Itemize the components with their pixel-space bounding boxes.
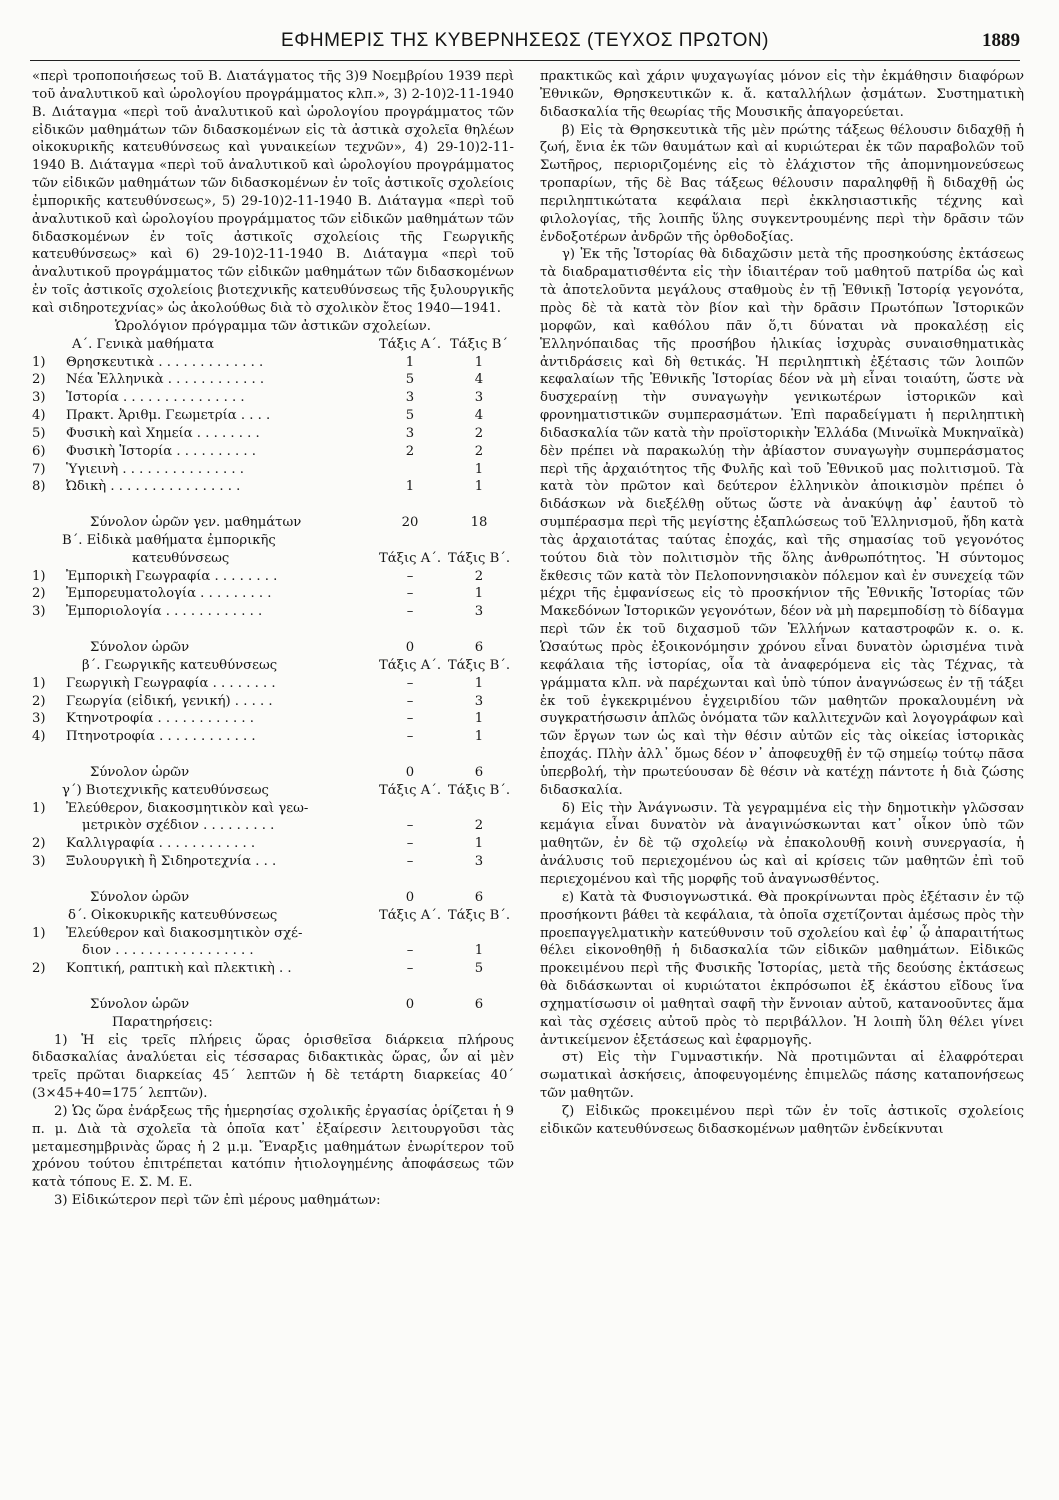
hours-a: – — [406, 729, 414, 745]
table-row — [32, 568, 514, 586]
paragraph-music: πρακτικῶς καὶ χάριν ψυχαγωγίας μόνον εἰς τὴν ἐκμάθησιν διαφόρων Ἐθνικῶν, Θρησκευτικῶν κ. ἄ. καταλλήλων ᾀσμάτων. Συστηματικὴ διδασκαλία τῆς θεωρίας τῆς Μουσικῆς ἀπαγορεύεται. — [540, 69, 1024, 120]
section-b-total — [32, 639, 514, 657]
subject-name: Φυσικὴ Ἱστορία . . . . . . . . . . — [66, 443, 256, 459]
remarks-title: Παρατηρήσεις: — [112, 1014, 213, 1030]
row-number: 2) — [32, 586, 46, 602]
timetable-title: Ὡρολόγιον πρόγραμμα τῶν ἀστικῶν σχολείων. — [115, 318, 431, 334]
right-column — [540, 68, 1024, 1139]
hours-a: – — [406, 675, 414, 691]
page-header — [30, 30, 1020, 61]
table-row — [32, 461, 514, 479]
column-b-label: Τάξις Β΄. — [447, 907, 511, 923]
row-number: 6) — [32, 443, 46, 459]
hours-b: 1 — [474, 943, 484, 959]
hours-b: 1 — [474, 675, 484, 691]
table-row — [32, 371, 514, 389]
section-a-rows — [32, 354, 514, 497]
table-row — [32, 800, 514, 818]
paragraph-religion: β) Εἰς τὰ Θρησκευτικὰ τῆς μὲν πρώτης τάξεως θέλουσιν διδαχθῇ ἡ ζωή, ἔνια ἐκ τῶν θαυμάτων καὶ αἱ κυριώτεραι ἐκ τῶν παραβολῶν τοῦ Σωτῆρος, περιοριζομένης εἰς τὸ ἐλάχιστον τῆς ἀπομνημονεύσεως τροπαρίων, τῆς δὲ Βας τάξεως θέλουσιν παραληφθῇ ἢ διδαχθῇ ὡς περιληπτικώτατα κεφάλαια περὶ ἐκκλησιαστικῆς τέχνης καὶ φιλολογίας, τῆς λοιπῆς ὕλης συγκεντρουμένης περὶ τὴν δρᾶσιν τῶν ἐνδοξοτέρων ἀνδρῶν τῆς ὀρθοδοξίας. — [540, 122, 1024, 245]
total-label: Σύνολον ὡρῶν — [90, 996, 190, 1012]
total-a: 0 — [405, 889, 415, 905]
column-b-label: Τάξις Β΄ — [450, 336, 508, 352]
section-v-title: γ΄) Βιοτεχνικῆς κατευθύνσεως — [62, 782, 269, 798]
column-b-label: Τάξις Β΄. — [447, 550, 511, 566]
row-number: 8) — [32, 479, 46, 495]
table-row — [32, 728, 514, 746]
paragraph-special-subjects: ζ) Εἰδικῶς προκειμένου περὶ τῶν ἐν τοῖς ἀστικοῖς σχολείοις εἰδικῶν κατευθύνσεως διδασκομένων μαθητῶν ἐνδείκνυται — [540, 1103, 1024, 1137]
hours-a: 5 — [405, 408, 415, 424]
subject-name: Ἐμποριολογία . . . . . . . . . . . . — [66, 604, 263, 620]
section-d-total — [32, 996, 514, 1014]
section-d-header — [32, 907, 514, 925]
hours-a: – — [406, 836, 414, 852]
hours-b: 5 — [474, 961, 484, 977]
subject-name: Ὑγιεινὴ . . . . . . . . . . . . . . . — [66, 461, 244, 477]
left-column — [32, 68, 514, 1210]
section-a-header — [32, 336, 514, 354]
hours-b: 1 — [474, 354, 484, 370]
section-a-total — [32, 514, 514, 532]
hours-b: 2 — [474, 425, 484, 441]
paragraph-gymnastics: στ) Εἰς τὴν Γυμναστικήν. Νὰ προτιμῶνται αἱ ἐλαφρότεραι σωματικαὶ ἀσκήσεις, ἀποφευγομένης ἐπιμελῶς πάσης καταπονήσεως τῶν μαθητῶν. — [540, 1050, 1024, 1102]
column-a-label: Τάξις Α΄. — [378, 657, 442, 673]
hours-a: – — [406, 568, 414, 584]
table-row — [32, 693, 514, 711]
section-g-header — [32, 657, 514, 675]
total-a: 0 — [405, 640, 415, 655]
section-v-rows — [32, 835, 514, 871]
hours-a: 2 — [405, 443, 415, 459]
subject-name: Ξυλουργικὴ ἢ Σιδηροτεχνία . . . — [66, 854, 277, 870]
hours-a: – — [406, 711, 414, 727]
hours-b: 3 — [474, 693, 484, 709]
hours-b: 3 — [474, 390, 484, 406]
subject-name: Κτηνοτροφία . . . . . . . . . . . . — [66, 711, 254, 727]
table-row — [32, 960, 514, 978]
row-number: 4) — [32, 408, 46, 424]
hours-b: 2 — [474, 443, 484, 459]
hours-b: 2 — [474, 818, 484, 834]
hours-a: – — [406, 586, 414, 602]
table-row — [32, 443, 514, 461]
section-g-total — [32, 764, 514, 782]
subject-name: Πρακτ. Ἀριθμ. Γεωμετρία . . . . — [66, 408, 271, 424]
hours-b: 1 — [474, 729, 484, 745]
row-number: 3) — [32, 854, 46, 870]
table-row — [32, 389, 514, 407]
hours-b: 1 — [474, 836, 484, 852]
column-a-label: Τάξις Α΄. — [378, 782, 442, 798]
row-number: 3) — [32, 390, 46, 406]
row-number: 7) — [32, 461, 46, 477]
hours-b: 2 — [474, 568, 484, 584]
table-row — [32, 710, 514, 728]
hours-a: 1 — [405, 354, 415, 370]
total-a: 0 — [405, 764, 415, 780]
row-number: 1) — [32, 568, 46, 584]
paragraph-natural-sciences: ε) Κατὰ τὰ Φυσιογνωστικά. Θὰ προκρίνωνται πρὸς ἐξέτασιν ἐν τῷ προσήκοντι βάθει τὰ κεφάλαια, τὰ ὁποῖα σχετίζονται ἀμέσως πρὸς τὴν προεπαγγελματικὴν κατεύθυνσιν τοῦ σχολείου καὶ ἐφ᾿ ᾧ ἀπαραιτήτως θέλει εἰκονοθηθῇ ἡ διδασκαλία τῶν εἰδικῶν μαθημάτων. Εἰδικῶς προκειμένου περὶ τῆς Φυσικῆς Ἱστορίας, μετὰ τῆς δεούσης ἐκτάσεως θὰ διδάσκωνται οἱ κυριώτατοι ἐκπρόσωποι ἐξ ἑκάστου εἴδους ἵνα σχηματίσωσιν οἱ μαθηταὶ σαφῆ τὴν ἔννοιαν αὐτοῦ, κατανοοῦντες ἅμα καὶ τὰς σχέσεις αὐτοῦ πρὸς τὸ περιβάλλον. Ἡ λοιπὴ ὕλη θέλει γίνει ἀντικείμενον ἐξετάσεως καὶ ἐφαρμογῆς. — [540, 889, 1024, 1048]
page-number: 1889 — [982, 30, 1020, 51]
subject-name: Νέα Ἑλληνικὰ . . . . . . . . . . . . — [66, 372, 265, 388]
subject-name: Ὠδικὴ . . . . . . . . . . . . . . . . — [66, 479, 241, 495]
hours-a: 3 — [405, 425, 415, 441]
subject-name: Ἐλεύθερον καὶ διακοσμητικὸν σχέ- — [66, 925, 303, 941]
remark-1: 1) Ἡ εἰς τρεῖς πλήρεις ὥρας ὁρισθεῖσα διάρκεια πλήρους διδασκαλίας ἀναλύεται εἰς τέσσαρας διδακτικὰς ὥρας, ὧν αἱ μὲν τρεῖς πρῶται διαρκείας 45΄ λεπτῶν ἡ δὲ τετάρτη διαρκείας 40΄ (3×45+40=175΄ λεπτῶν). — [32, 1032, 514, 1102]
total-b: 18 — [470, 515, 488, 531]
subject-name: Ἐμπορικὴ Γεωγραφία . . . . . . . . — [66, 568, 278, 584]
table-row — [32, 942, 514, 960]
table-row — [32, 478, 514, 496]
table-row — [32, 853, 514, 871]
column-a-label: Τάξις Α΄. — [378, 907, 442, 923]
row-number: 1) — [32, 354, 46, 370]
hours-a: – — [406, 693, 414, 709]
subject-name: Καλλιγραφία . . . . . . . . . . . . — [66, 836, 256, 852]
table-row — [32, 817, 514, 835]
row-number: 1) — [32, 925, 46, 941]
hours-b: 1 — [474, 461, 484, 477]
remark-2: 2) Ὡς ὥρα ἐνάρξεως τῆς ἡμερησίας σχολικῆς ἐργασίας ὁρίζεται ἡ 9 π. μ. Διὰ τὰ σχολεῖα τὰ ὁποῖα κατ᾿ ἐξαίρεσιν λειτουργοῦσι τὰς μεταμεσημβρινὰς ὥρας ἡ 2 μ.μ. Ἔναρξις μαθημάτων ἐνωρίτερον τοῦ χρόνου τούτου ἐπιτρέπεται κατόπιν ἠτιολογημένης ἀποφάσεως τῶν κατὰ τόπους Ε. Σ. Μ. Ε. — [32, 1103, 514, 1191]
table-row — [32, 425, 514, 443]
subject-name: Κοπτική, ραπτικὴ καὶ πλεκτικὴ . . — [66, 961, 292, 977]
subject-name: Γεωργία (εἰδική, γενική) . . . . . — [66, 693, 273, 709]
hours-b: 1 — [474, 711, 484, 727]
subject-name: Φυσικὴ καὶ Χημεία . . . . . . . . — [66, 425, 260, 441]
total-b: 6 — [474, 640, 484, 655]
paragraph-reading: δ) Εἰς τὴν Ἀνάγνωσιν. Τὰ γεγραμμένα εἰς τὴν δημοτικὴν γλῶσσαν κεμάγια εἶναι δυνατὸν νὰ ἀναγινώσκωνται κατ᾿ οἶκον ὑπὸ τῶν μαθητῶν, ἐν δὲ τῷ σχολείῳ νὰ ἐπακολουθῇ κοινὴ συνεργασία, ἡ ἀνάλυσις τοῦ περιεχομένου ὡς καὶ αἱ κρίσεις τῶν μαθητῶν ἐπὶ τοῦ περιεχομένου καὶ τῆς μορφῆς τοῦ ἀναγνωσθέντος. — [540, 800, 1024, 887]
hours-a: 1 — [405, 479, 415, 495]
subject-name: Πτηνοτροφία . . . . . . . . . . . . — [66, 729, 256, 745]
table-row — [32, 407, 514, 425]
hours-a: – — [406, 818, 414, 834]
table-row — [32, 835, 514, 853]
total-b: 6 — [474, 764, 484, 780]
intro-paragraph: «περὶ τροποποιήσεως τοῦ Β. Διατάγματος τῆς 3)9 Νοεμβρίου 1939 περὶ τοῦ ἀναλυτικοῦ καὶ ὡρολογίου προγράμματος κλπ.», 3) 2-10)2-11-1940 Β. Διάταγμα «περὶ τοῦ ἀναλυτικοῦ καὶ ὡρολογίου προγράμματος τῶν εἰδικῶν μαθημάτων τῶν διδασκομένων εἰς τὰ ἀστικὰ σχολεῖα θηλέων οἰκοκυρικῆς κατευθύνσεως καὶ γυναικείων τεχνῶν», 4) 29-10)2-11-1940 Β. Διάταγμα «περὶ τοῦ ἀναλυτικοῦ καὶ ὡρολογίου προγράμματος τῶν εἰδικῶν μαθημάτων τῶν διδασκομένων ἐν τοῖς ἀστικοῖς σχολείοις ἐμπορικῆς κατευθύνσεως», 5) 29-10)2-11-1940 Β. Διάταγμα «περὶ τοῦ ἀναλυτικοῦ καὶ ὡρολογίου προγράμματος τῶν εἰδικῶν μαθημάτων τῶν διδασκομένων ἐν τοῖς ἀστικοῖς σχολείοις τῆς Γεωργικῆς κατευθύνσεως» καὶ 6) 29-10)2-11-1940 Β. Διάταγμα «περὶ τοῦ ἀναλυτικοῦ προγράμματος τῶν εἰδικῶν μαθημάτων τῶν διδασκομένων ἐν τοῖς ἀστικοῖς σχολείοις βιοτεχνικῆς κατευθύνσεως τῆς ξυλουργικῆς καὶ σιδηροτεχνίας» ὡς ἀκολούθως διὰ τὸ σχολικὸν ἔτος 1940—1941. — [32, 69, 514, 316]
total-label: Σύνολον ὡρῶν — [90, 640, 190, 655]
total-b: 6 — [474, 889, 484, 905]
hours-b: 4 — [474, 372, 484, 388]
row-number: 1) — [32, 675, 46, 691]
section-b-rows — [32, 568, 514, 622]
hours-a: 5 — [405, 372, 415, 388]
row-number: 3) — [32, 711, 46, 727]
subject-name-cont: διον . . . . . . . . . . . . . . . . . — [82, 943, 254, 959]
hours-a: – — [406, 854, 414, 870]
row-number: 2) — [32, 961, 46, 977]
section-b-header — [32, 550, 514, 568]
section-g-rows — [32, 675, 514, 746]
section-v-total — [32, 889, 514, 907]
subject-name-cont: μετρικὸν σχέδιον . . . . . . . . . — [82, 818, 275, 834]
column-a-label: Τάξις Α΄. — [378, 550, 442, 566]
hours-b: 1 — [474, 586, 484, 602]
hours-a: – — [406, 943, 414, 959]
row-number: 1) — [32, 800, 46, 816]
section-b-title-cont: κατευθύνσεως — [132, 550, 230, 566]
hours-a: – — [406, 961, 414, 977]
remark-3: 3) Εἰδικώτερον περὶ τῶν ἐπὶ μέρους μαθημάτων: — [54, 1193, 381, 1209]
hours-b: 4 — [474, 408, 484, 424]
subject-name: Γεωργικὴ Γεωγραφία . . . . . . . . — [66, 675, 276, 691]
table-row — [32, 603, 514, 621]
total-a: 20 — [401, 515, 419, 531]
subject-name: Θρησκευτικὰ . . . . . . . . . . . . . — [66, 354, 264, 370]
hours-b: 1 — [474, 479, 484, 495]
total-b: 6 — [474, 996, 484, 1012]
column-b-label: Τάξις Β΄. — [447, 657, 511, 673]
section-v-header — [32, 782, 514, 800]
row-number: 5) — [32, 425, 46, 441]
total-label: Σύνολον ὡρῶν — [90, 764, 190, 780]
row-number: 2) — [32, 372, 46, 388]
gazette-title: ΕΦΗΜΕΡΙΣ ΤΗΣ ΚΥΒΕΡΝΗΣΕΩΣ (ΤΕΥΧΟΣ ΠΡΩΤΟΝ) — [281, 30, 769, 51]
paragraph-history: γ) Ἐκ τῆς Ἱστορίας θὰ διδαχῶσιν μετὰ τῆς προσηκούσης ἐκτάσεως τὰ διαδραματισθέντα εἰς τὴν ἰδιαιτέραν τοῦ μαθητοῦ πατρίδα ὡς καὶ τὰ ἀποτελοῦντα μεγάλους σταθμοὺς ἐν τῇ Ἐθνικῇ Ἱστορίᾳ γεγονότα, πρὸς δὲ τὰ κατὰ τὸν βίον καὶ τὴν δρᾶσιν Πρωτόπων Ἱστορικῶν μορφῶν, καὶ καθόλου πᾶν ὅ,τι δύναται νὰ προκαλέσῃ εἰς Ἑλληνόπαιδας τῆς προσήβου ἡλικίας ἰσχυρὰς συναισθηματικὰς ἀντιδράσεις καὶ δὴ θετικάς. Ἡ περιληπτικὴ ἐξέτασις τῶν λοιπῶν κεφαλαίων τῆς Ἐθνικῆς Ἱστορίας δέον νὰ μὴ εἶναι τοιαύτη, ὥστε νὰ δυσχεραίνῃ τὴν συναγωγὴν γενικωτέρων ἱστορικῶν καὶ φρονηματιστικῶν συμπερασμάτων. Ἐπὶ παραδείγματι ἡ περιληπτικὴ διδασκαλία τῶν κατὰ τὴν προϊστορικὴν Ἑλλάδα (Μινωϊκὰ Μυκηναϊκὰ) δὲν πρέπει νὰ παρακωλύῃ τὴν ἀβίαστον συναγωγὴν συμπεράσματος περὶ τῆς ἀρχαιότητος τῆς Φυλῆς καὶ τοῦ Ἐθνικοῦ μας πολιτισμοῦ. Τὰ κατὰ τὸν πρῶτον καὶ δεύτερον ἑλληνικὸν ἀποικισμὸν πρέπει ὁ διδάσκων νὰ διεξέλθῃ οὕτως ὥστε νὰ ἀνακύψῃ ἀφ᾿ ἑαυτοῦ τὸ συμπέρασμα περὶ τῆς μεγίστης ἐξαπλώσεως τοῦ Ἑλληνισμοῦ, ἤδη κατὰ τὰς ἀρχαιοτάτας ταύτας ἐποχάς, καὶ τῆς σημασίας τοῦ γεγονότος τούτου διὰ τὸν πολιτισμὸν τῆς ὅλης ἀνθρωπότητος. Ἡ σύντομος ἔκθεσις τῶν κατὰ τὸν Πελοποννησιακὸν πόλεμον καὶ ἐν συνεχείᾳ τῶν μέχρι τῆς ἐμφανίσεως εἰς τὸ προσκήνιον τῆς Ἐθνικῆς Ἱστορίας τῶν Μακεδόνων Ἱστορικῶν γεγονότων, δέον νὰ μὴ παρεμποδίσῃ τὸ δίδαγμα περὶ τῶν ἐκ τοῦ διχασμοῦ τῶν Ἑλλήνων καταστροφῶν κ. ο. κ. Ὡσαύτως πρὸς ἐξοικονόμησιν χρόνου εἶναι δυνατὸν ὡρισμένα τινὰ κεφάλαια τῆς ἱστορίας, οἷα τὰ ἀναφερόμενα εἰς τὰς Τέχνας, τὰ γράμματα κλπ. νὰ παρέχωνται καὶ ὑπὸ τύπον ἀναγνώσεως ἐν τῇ τάξει ἐκ τοῦ ἐγκεκριμένου ἐγχειριδίου τῶν μαθητῶν προκαλουμένη νὰ συγκρατήσωσιν ἁπλῶς ὀνόματα τῶν καλλιτεχνῶν καὶ λογογράφων καὶ τῶν ἔργων των ὡς καὶ τὴν θέσιν αὐτῶν εἰς τὰς οἰκείας ἱστορικὰς ἐποχάς. Πλὴν ἀλλ᾿ ὅμως δέον ν᾿ ἀποφευχθῇ ἐν τῷ σημείῳ τούτῳ πᾶσα ὑπερβολή, τὴν πρωτεύουσαν δὲ θέσιν νὰ κατέχῃ πάντοτε ἡ διὰ ζώσης διδασκαλία. — [540, 247, 1024, 798]
hours-b: 3 — [474, 604, 484, 620]
hours-b: 3 — [474, 854, 484, 870]
hours-a: 3 — [405, 390, 415, 406]
row-number: 3) — [32, 604, 46, 620]
section-a-title: Α΄. Γενικὰ μαθήματα — [72, 336, 215, 352]
table-row — [32, 354, 514, 372]
section-d-title: δ΄. Οἰκοκυρικῆς κατευθύνσεως — [68, 907, 278, 923]
subject-name: Ἐμπορευματολογία . . . . . . . . . — [66, 586, 272, 602]
table-row — [32, 925, 514, 943]
table-row — [32, 585, 514, 603]
row-number: 2) — [32, 836, 46, 852]
total-a: 0 — [405, 996, 415, 1012]
section-g-title: β΄. Γεωργικῆς κατευθύνσεως — [82, 657, 278, 673]
section-b-title: Β΄. Εἰδικὰ μαθήματα ἐμπορικῆς — [62, 532, 276, 548]
subject-name: Ἐλεύθερον, διακοσμητικὸν καὶ γεω- — [66, 800, 309, 816]
total-label: Σύνολον ὡρῶν — [90, 889, 190, 905]
column-b-label: Τάξις Β΄. — [447, 782, 511, 798]
total-label: Σύνολον ὡρῶν γεν. μαθημάτων — [90, 515, 302, 531]
row-number: 2) — [32, 693, 46, 709]
hours-a: – — [406, 604, 414, 620]
column-a-label: Τάξις Α΄. — [378, 336, 442, 352]
table-row — [32, 675, 514, 693]
subject-name: Ἱστορία . . . . . . . . . . . . . . . — [66, 390, 245, 406]
row-number: 4) — [32, 729, 46, 745]
